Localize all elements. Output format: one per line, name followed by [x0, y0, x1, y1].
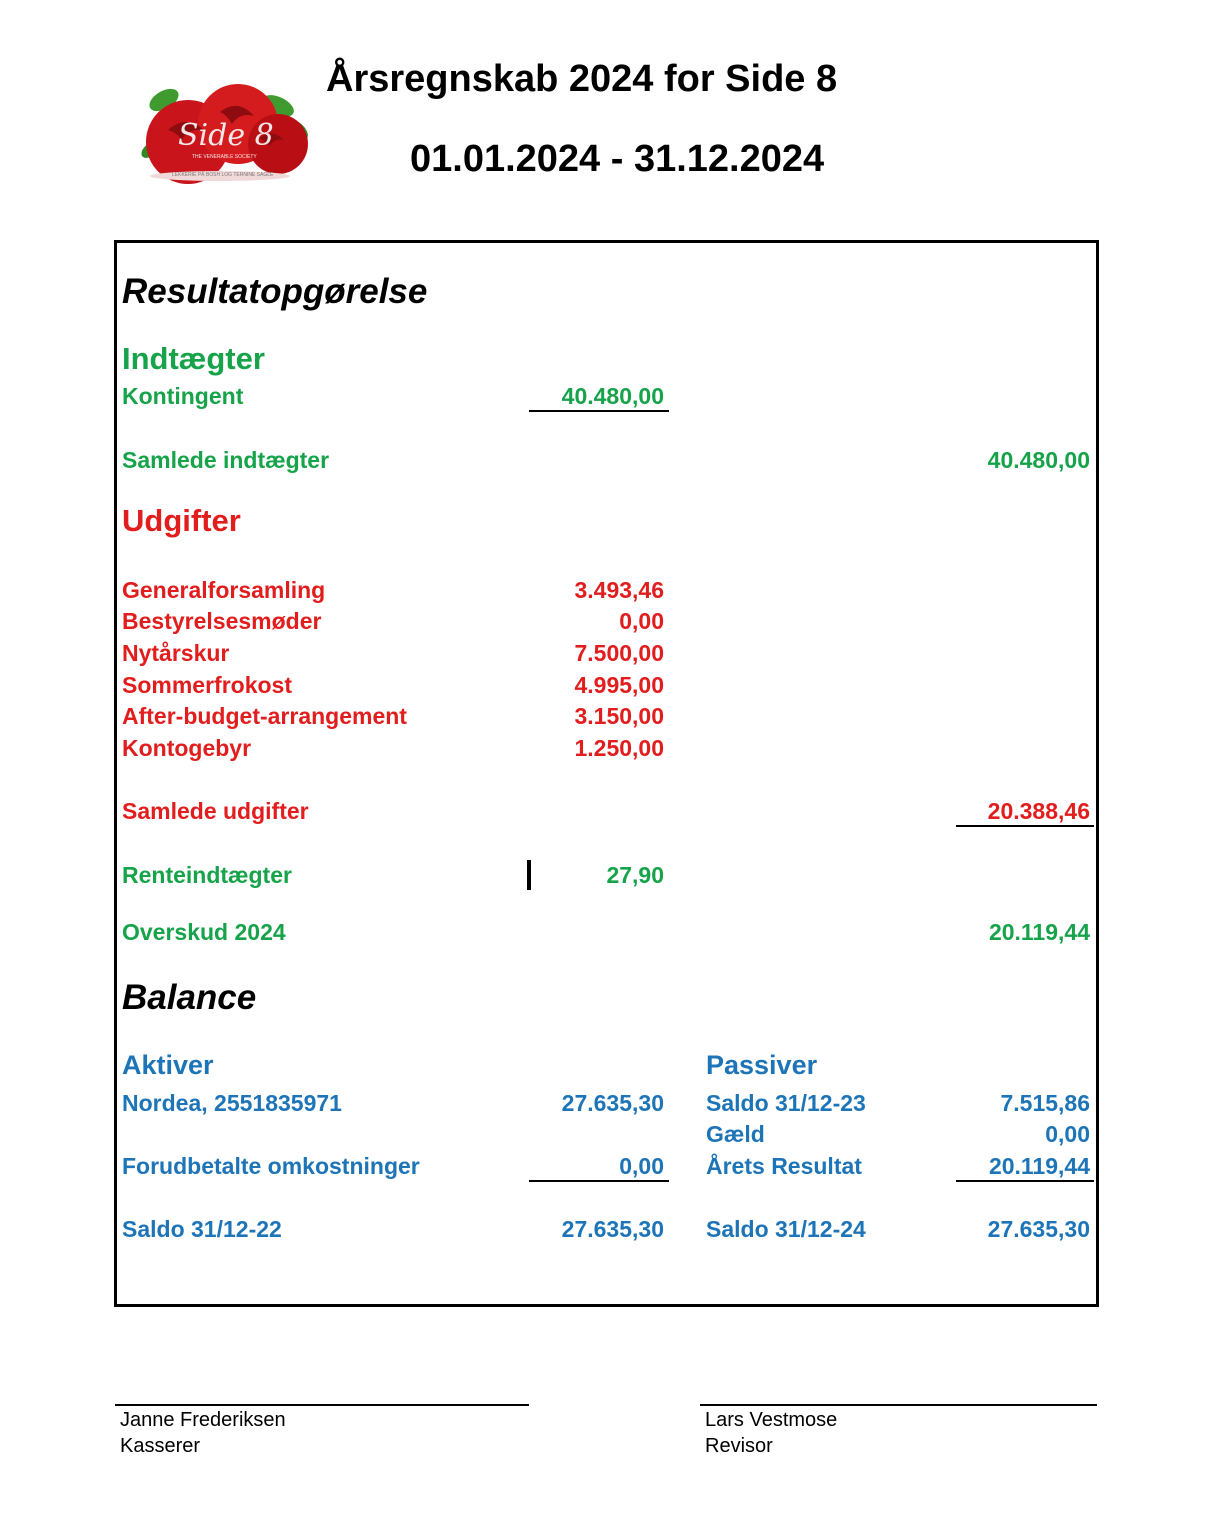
liability-item-amount: 0,00 [1045, 1121, 1090, 1147]
liability-item-amount: 7.515,86 [1000, 1090, 1090, 1116]
expense-item-amount: 3.150,00 [574, 703, 664, 729]
liability-item-label: Gæld [706, 1121, 765, 1147]
asset-item-label: Forudbetalte omkostninger [122, 1153, 420, 1179]
expense-item-label: After-budget-arrangement [122, 703, 407, 729]
income-item-label: Kontingent [122, 383, 244, 409]
assets-heading: Aktiver [122, 1050, 214, 1080]
expense-item-amount: 7.500,00 [574, 640, 664, 666]
liability-item-amount: 20.119,44 [988, 1153, 1090, 1179]
asset-item-amount: 27.635,30 [561, 1090, 664, 1116]
expense-item-amount: 1.250,00 [574, 735, 664, 761]
signature-name: Janne Frederiksen [120, 1409, 286, 1431]
total-underline [956, 825, 1094, 827]
assets-underline [529, 1180, 669, 1182]
signature-line [700, 1404, 1097, 1406]
balance-heading: Balance [122, 978, 257, 1017]
subtotal-underline [529, 410, 669, 412]
signature-role: Kasserer [120, 1435, 201, 1457]
expense-item-label: Generalforsamling [122, 577, 326, 603]
signature-role: Revisor [705, 1435, 773, 1457]
expense-item-label: Bestyrelsesmøder [122, 608, 322, 634]
asset-item-amount: 0,00 [619, 1153, 664, 1179]
asset-item-label: Nordea, 2551835971 [122, 1090, 342, 1116]
expense-total-label: Samlede udgifter [122, 798, 309, 824]
liabilities-heading: Passiver [706, 1050, 818, 1080]
document-title: Årsregnskab 2024 for Side 8 [326, 58, 838, 100]
expense-item-label: Sommerfrokost [122, 672, 292, 698]
interest-amount: 27,90 [606, 862, 664, 888]
signature-name: Lars Vestmose [705, 1409, 838, 1431]
expenses-heading: Udgifter [122, 503, 241, 538]
logo-name: Side 8 [178, 118, 274, 153]
side8-logo [128, 72, 313, 184]
liabilities-underline [956, 1180, 1094, 1182]
income-item-amount: 40.480,00 [561, 383, 664, 409]
income-total-amount: 40.480,00 [987, 447, 1090, 473]
expense-item-amount: 4.995,00 [574, 672, 664, 698]
liabilities-total-label: Saldo 31/12-24 [706, 1216, 866, 1242]
signature-line [115, 1404, 529, 1406]
period: 01.01.2024 - 31.12.2024 [410, 138, 825, 180]
expense-item-amount: 0,00 [619, 608, 664, 634]
assets-total-amount: 27.635,30 [561, 1216, 664, 1242]
logo-tagline: LEKKERIE PÅ BOSH LOG TERNINE SAGLE [172, 172, 274, 178]
liability-item-label: Saldo 31/12-23 [706, 1090, 866, 1116]
expense-item-label: Kontogebyr [122, 735, 252, 761]
interest-label: Renteindtægter [122, 862, 292, 888]
liabilities-total-amount: 27.635,30 [987, 1216, 1090, 1242]
result-heading: Resultatopgørelse [122, 272, 428, 311]
expense-total-amount: 20.388,46 [987, 798, 1090, 824]
income-heading: Indtægter [122, 341, 265, 376]
assets-total-label: Saldo 31/12-22 [122, 1216, 282, 1242]
surplus-label: Overskud 2024 [122, 919, 286, 945]
income-total-label: Samlede indtægter [122, 447, 330, 473]
expense-item-amount: 3.493,46 [574, 577, 664, 603]
logo-subtitle: THE VENERABLE SOCIETY [192, 154, 257, 160]
expense-item-label: Nytårskur [122, 640, 230, 666]
liability-item-label: Årets Resultat [706, 1153, 862, 1179]
surplus-amount: 20.119,44 [988, 919, 1090, 945]
